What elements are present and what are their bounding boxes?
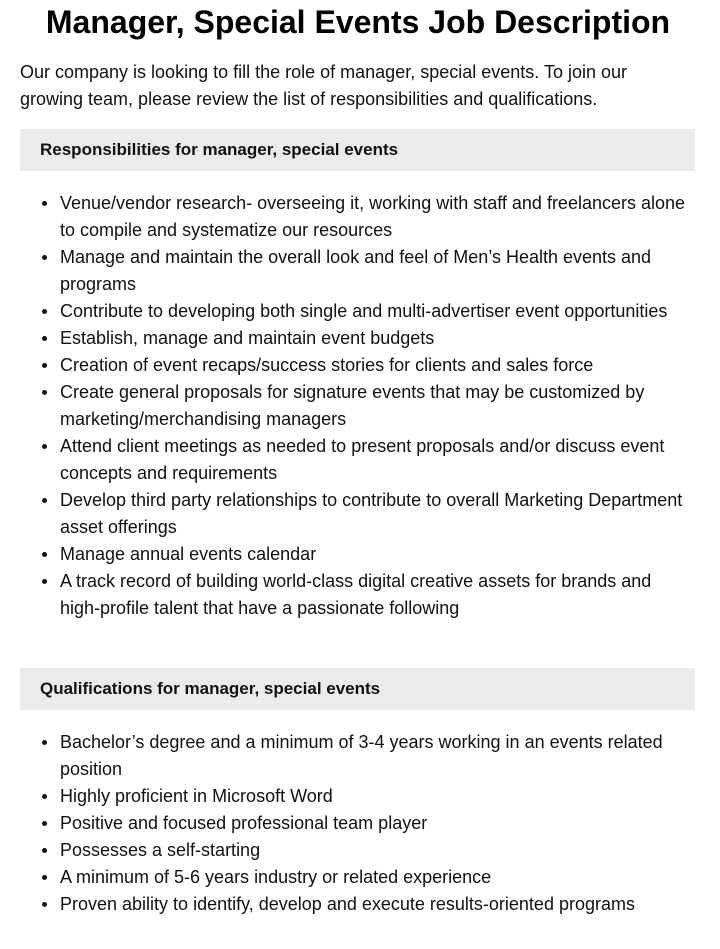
bullet-icon: [42, 255, 47, 260]
bullet-icon: [42, 740, 47, 745]
bullet-icon: [42, 848, 47, 853]
list-item: [0, 487, 690, 541]
list-item: [0, 541, 690, 568]
intro-paragraph: Our company is looking to fill the role of manager, special events. To join our growing team, please review the list of responsibilities and qualifications.: [20, 62, 627, 109]
list-item: [0, 244, 690, 298]
responsibilities-heading: Responsibilities for manager, special events: [20, 129, 695, 171]
list-item-text: Contribute to developing both single and multi-advertiser event opportunities: [60, 301, 668, 321]
qualifications-list: [0, 729, 690, 918]
list-item-text: Possesses a self-starting: [60, 840, 261, 860]
list-item: [0, 810, 690, 837]
list-item: [0, 783, 690, 810]
list-item-text: Manage and maintain the overall look and feel of Men’s Health events and programs: [60, 247, 652, 294]
bullet-icon: [42, 552, 47, 557]
bullet-icon: [42, 498, 47, 503]
bullet-icon: [42, 579, 47, 584]
bullet-icon: [42, 201, 47, 206]
list-item-text: Establish, manage and maintain event budgets: [60, 328, 435, 348]
list-item: [0, 864, 690, 891]
bullet-icon: [42, 902, 47, 907]
list-item: [0, 891, 690, 918]
bullet-icon: [42, 390, 47, 395]
list-item: [0, 325, 690, 352]
bullet-icon: [42, 875, 47, 880]
bullet-icon: [42, 309, 47, 314]
list-item-text: Highly proficient in Microsoft Word: [60, 786, 333, 806]
list-item: [0, 298, 690, 325]
list-item-text: Develop third party relationships to contribute to overall Marketing Department asset offerings: [60, 490, 683, 537]
bullet-icon: [42, 444, 47, 449]
list-item-text: Create general proposals for signature events that may be customized by marketing/merchandising managers: [60, 382, 645, 429]
list-item-text: Manage annual events calendar: [60, 544, 317, 564]
list-item-text: Creation of event recaps/success stories for clients and sales force: [60, 355, 594, 375]
qualifications-heading: Qualifications for manager, special events: [20, 668, 695, 710]
bullet-icon: [42, 363, 47, 368]
list-item: [0, 352, 690, 379]
list-item-text: A minimum of 5-6 years industry or related experience: [60, 867, 492, 887]
bullet-icon: [42, 821, 47, 826]
list-item-text: A track record of building world-class digital creative assets for brands and high-profile talent that have a passionate following: [60, 571, 652, 618]
responsibilities-list: [0, 190, 690, 622]
list-item: [0, 837, 690, 864]
list-item: [0, 433, 690, 487]
list-item-text: Attend client meetings as needed to present proposals and/or discuss event concepts and requirements: [60, 436, 665, 483]
list-item-text: Proven ability to identify, develop and execute results-oriented programs: [60, 894, 635, 914]
list-item: [0, 379, 690, 433]
bullet-icon: [42, 794, 47, 799]
list-item: [0, 190, 690, 244]
page-title: Manager, Special Events Job Description: [45, 4, 671, 40]
list-item-text: Venue/vendor research- overseeing it, working with staff and freelancers alone to compile and systematize our resources: [60, 193, 686, 240]
bullet-icon: [42, 336, 47, 341]
list-item: [0, 729, 690, 783]
list-item: [0, 568, 690, 622]
list-item-text: Positive and focused professional team player: [60, 813, 428, 833]
list-item-text: Bachelor’s degree and a minimum of 3-4 years working in an events related position: [60, 732, 663, 779]
